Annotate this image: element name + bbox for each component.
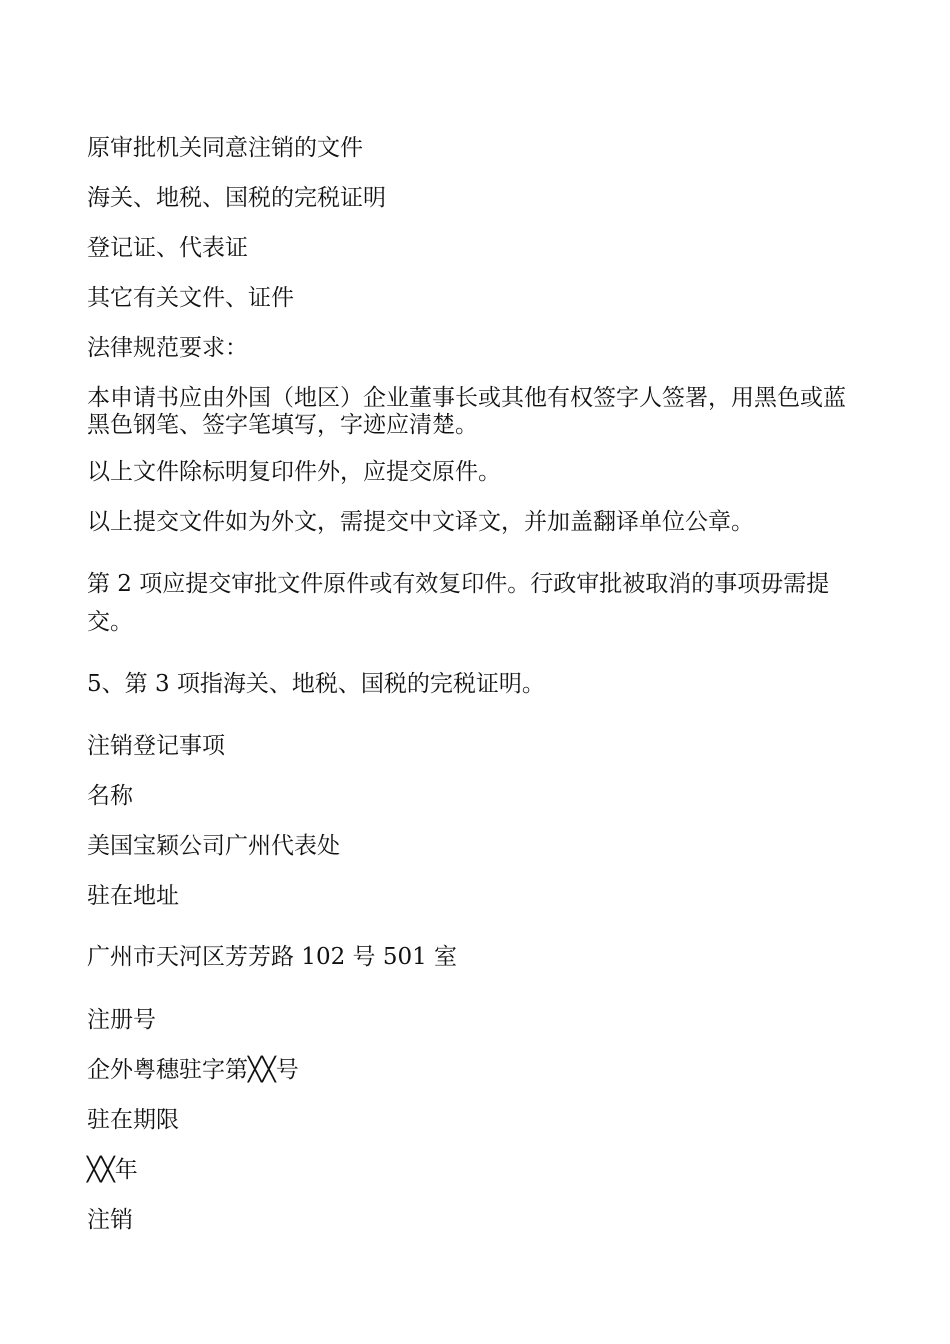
signing-requirement-paragraph: 本申请书应由外国（地区）企业董事长或其他有权签字人签署，用黑色或蓝黑色钢笔、签字笔填写，字迹应清楚。	[87, 385, 846, 438]
other-documents-item: 其它有关文件、证件	[87, 285, 294, 311]
legal-requirements-heading: 法律规范要求：	[87, 335, 248, 361]
translation-requirement-note: 以上提交文件如为外文，需提交中文译文，并加盖翻译单位公章。	[87, 509, 754, 535]
residence-term-value: ╳╳年	[87, 1157, 138, 1183]
item-2-note-paragraph: 第 2 项应提交审批文件原件或有效复印件。行政审批被取消的事项毋需提交。	[87, 571, 830, 635]
deregistration-items-heading: 注销登记事项	[87, 733, 225, 759]
tax-clearance-proof-item: 海关、地税、国税的完税证明	[87, 185, 386, 211]
deregistration-label: 注销	[87, 1207, 133, 1233]
item-3-note: 5、第 3 项指海关、地税、国税的完税证明。	[87, 671, 545, 697]
name-label: 名称	[87, 783, 133, 809]
address-label: 驻在地址	[87, 883, 179, 909]
registration-certificate-item: 登记证、代表证	[87, 235, 248, 261]
residence-term-label: 驻在期限	[87, 1107, 179, 1133]
approval-cancellation-document-item: 原审批机关同意注销的文件	[87, 135, 363, 161]
registration-number-label: 注册号	[87, 1007, 156, 1033]
registration-number-value: 企外粤穗驻字第╳╳号	[87, 1057, 299, 1083]
original-documents-note: 以上文件除标明复印件外，应提交原件。	[87, 459, 501, 485]
name-value: 美国宝颖公司广州代表处	[87, 833, 340, 859]
address-value: 广州市天河区芳芳路 102 号 501 室	[87, 944, 458, 970]
